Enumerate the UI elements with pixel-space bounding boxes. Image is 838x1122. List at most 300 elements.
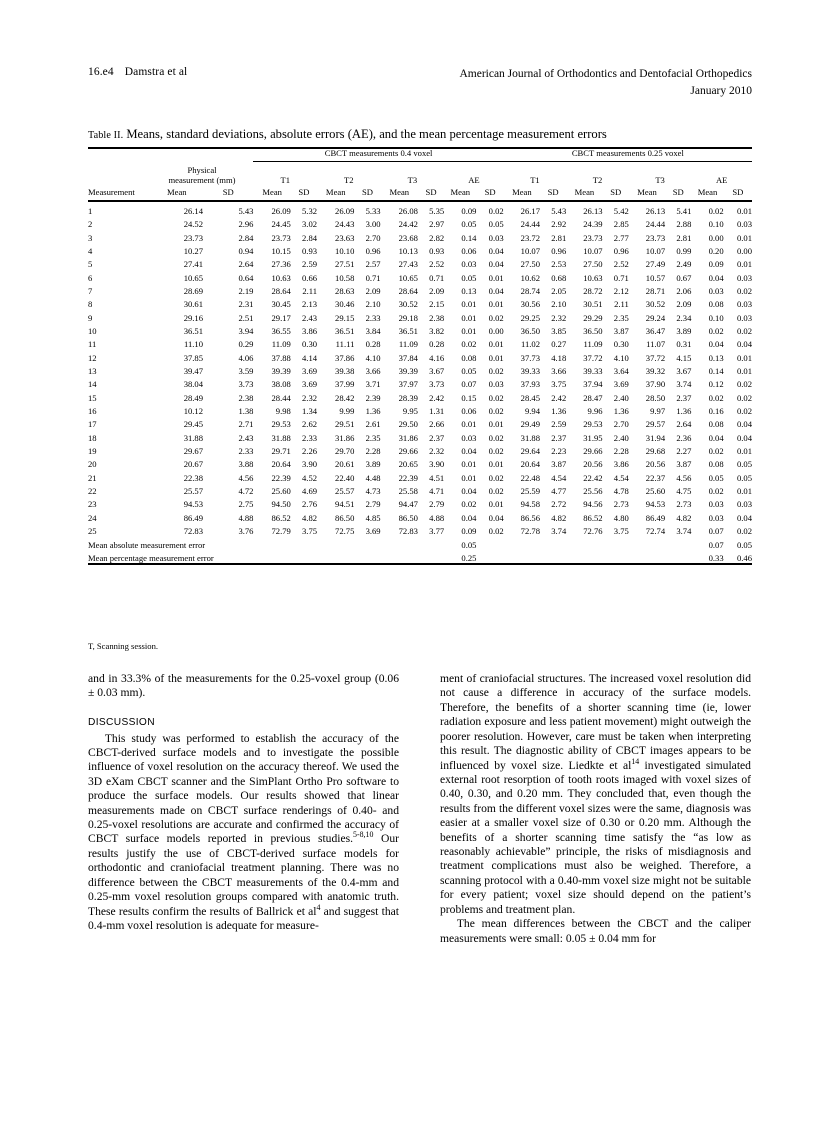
row-measurement-id: 9 xyxy=(88,312,93,323)
table-cell: 25.57 xyxy=(183,486,204,497)
row-measurement-id: 23 xyxy=(88,499,97,510)
table-cell: 39.33 xyxy=(520,366,541,377)
table-cell: 0.02 xyxy=(708,205,724,216)
table-cell: 0.04 xyxy=(736,419,752,430)
left-column xyxy=(88,672,399,946)
table-cell: 4.18 xyxy=(551,352,567,363)
column-header-cell: SD xyxy=(547,187,559,198)
table-cell: 29.18 xyxy=(398,312,418,323)
table-cell: 0.03 xyxy=(736,499,752,510)
row-measurement-id: 6 xyxy=(88,272,93,283)
column-header-cell: SD xyxy=(425,187,437,198)
table-cell: 72.75 xyxy=(335,526,355,537)
table-row xyxy=(88,456,752,469)
table-cell: 2.59 xyxy=(551,419,567,430)
table-cell: 3.64 xyxy=(613,366,629,377)
table-cell: 23.63 xyxy=(335,232,355,243)
table-cell: 0.05 xyxy=(488,219,504,230)
row-measurement-id: 2 xyxy=(88,219,93,230)
table-cell: 0.13 xyxy=(461,285,477,296)
table-cell: 86.49 xyxy=(183,512,204,523)
table-cell: 30.61 xyxy=(183,299,204,310)
table-cell: 2.59 xyxy=(302,259,318,270)
subheader-04-ae: AE xyxy=(468,175,480,186)
table-cell: 4.06 xyxy=(238,352,254,363)
table-cell: 27.49 xyxy=(645,259,666,270)
left-para-text-c: and suggest that 0.4-mm voxel resolution is adequate for measure- xyxy=(88,904,399,933)
table-row xyxy=(88,416,752,429)
table-cell: 3.77 xyxy=(429,526,445,537)
table-cell: 27.51 xyxy=(335,259,355,270)
table-row xyxy=(88,282,752,295)
table-cell: 28.64 xyxy=(271,285,291,296)
table-cell: 3.74 xyxy=(676,379,692,390)
table-cell: 2.73 xyxy=(613,499,629,510)
table-cell: 10.10 xyxy=(335,245,355,256)
table-cell: 4.82 xyxy=(551,512,567,523)
column-header-cell: Mean xyxy=(389,187,410,198)
summary-spacer xyxy=(504,536,692,549)
table-cell: 0.01 xyxy=(736,259,752,270)
table-cell: 0.03 xyxy=(461,432,477,443)
table-cell: 0.03 xyxy=(488,379,504,390)
table-cell: 0.02 xyxy=(488,366,504,377)
table-row xyxy=(88,496,752,509)
table-cell: 2.09 xyxy=(429,285,445,296)
table-cell: 2.10 xyxy=(365,299,381,310)
table-cell: 5.43 xyxy=(551,205,567,216)
table-cell: 0.30 xyxy=(613,339,629,350)
table-cell: 29.68 xyxy=(645,446,666,457)
table-cell: 37.88 xyxy=(271,352,291,363)
table-cell: 2.73 xyxy=(676,499,692,510)
table-cell: 2.33 xyxy=(238,446,254,457)
row-measurement-id: 17 xyxy=(88,419,97,430)
table-cell: 2.43 xyxy=(238,432,254,443)
table-cell: 3.87 xyxy=(551,459,567,470)
table-cell: 23.72 xyxy=(520,232,541,243)
table-row xyxy=(88,389,752,402)
table-cell: 2.75 xyxy=(238,499,254,510)
table-cell: 2.85 xyxy=(613,219,629,230)
table-cell: 31.88 xyxy=(271,432,291,443)
table-cell: 0.14 xyxy=(461,232,477,243)
summary-ae04-sd xyxy=(476,549,503,562)
table-cell: 2.88 xyxy=(676,219,692,230)
table-cell: 26.17 xyxy=(520,205,541,216)
table-cell: 0.01 xyxy=(461,459,477,470)
table-cell: 23.73 xyxy=(645,232,666,243)
row-measurement-id: 22 xyxy=(88,486,97,497)
table-cell: 2.40 xyxy=(613,432,629,443)
row-measurement-id: 21 xyxy=(88,472,97,483)
table-cell: 10.65 xyxy=(398,272,418,283)
table-cell: 11.02 xyxy=(520,339,541,350)
table-cell: 36.51 xyxy=(398,326,418,336)
table-cell: 0.29 xyxy=(238,339,254,350)
table-cell: 9.99 xyxy=(339,406,355,417)
running-head-authors: Damstra et al xyxy=(124,66,188,78)
table-cell: 2.84 xyxy=(302,232,318,243)
table-cell: 25.56 xyxy=(583,486,603,497)
table-cell: 0.01 xyxy=(736,232,752,243)
table-cell: 29.50 xyxy=(398,419,418,430)
table-cell: 29.16 xyxy=(183,312,204,323)
row-measurement-id: 14 xyxy=(88,379,97,390)
table-cell: 2.31 xyxy=(238,299,254,310)
table-cell: 26.08 xyxy=(398,205,418,216)
table-cell: 94.53 xyxy=(645,499,666,510)
table-cell: 0.04 xyxy=(708,432,724,443)
table-row xyxy=(88,442,752,455)
table-cell: 4.52 xyxy=(302,472,318,483)
table-cell: 10.07 xyxy=(583,245,603,256)
row-measurement-id: 8 xyxy=(88,299,93,310)
column-header-cell: SD xyxy=(672,187,684,198)
table-cell: 39.33 xyxy=(583,366,603,377)
table-cell: 3.76 xyxy=(238,526,254,537)
table-row xyxy=(88,402,752,415)
table-cell: 1.36 xyxy=(613,406,629,417)
table-cell: 24.44 xyxy=(645,219,666,230)
table-cell: 0.16 xyxy=(708,406,724,417)
table-cell: 25.60 xyxy=(645,486,666,497)
table-cell: 28.71 xyxy=(645,285,666,296)
table-cell: 0.02 xyxy=(488,312,504,323)
group-header-voxel-04: CBCT measurements 0.4 voxel xyxy=(324,148,433,158)
table-cell: 22.40 xyxy=(335,472,355,483)
table-cell: 72.74 xyxy=(645,526,666,537)
table-cell: 27.50 xyxy=(583,259,603,270)
summary-ae025-sd: 0.05 xyxy=(736,539,752,550)
page-folio: 16.e4 xyxy=(88,66,114,78)
table-cell: 9.94 xyxy=(524,406,541,417)
table-row xyxy=(88,469,752,482)
table-summary-row xyxy=(88,549,752,562)
table-cell: 0.04 xyxy=(461,446,477,457)
table-cell: 2.77 xyxy=(613,232,629,243)
column-header-cell: Mean xyxy=(637,187,657,198)
row-measurement-id: 1 xyxy=(88,205,93,216)
right-para-text-b: investigated simulated external root resorption of tooth roots imaged with voxel sizes of 0.40, 0.30, and 0.20 mm. They concluded that, even though the results from the different voxel sizes were the same, diagnosis was easier at a smaller voxel size of 0.30 or 0.20 mm. Although the benefits of a shorter scanning time satisfy the “as low as reasonably achievable” principle, the risks of misdiagnosis and treatment complications must also be weighed. Therefore, a scanning protocol with a 0.40-mm voxel size might not be suitable for every patient; voxel size should depend on the patient’s problems and treatment plan. xyxy=(440,758,751,916)
table-row xyxy=(88,336,752,349)
column-header-cell: Mean xyxy=(697,187,718,198)
table-cell: 3.85 xyxy=(551,326,567,336)
table-cell: 0.02 xyxy=(736,406,752,417)
table-cell: 27.50 xyxy=(520,259,541,270)
table-cell: 10.15 xyxy=(271,245,291,256)
table-cell: 10.65 xyxy=(183,272,204,283)
table-row xyxy=(88,201,752,215)
column-header-cell: SD xyxy=(361,187,373,198)
table-cell: 22.39 xyxy=(271,472,291,483)
table-cell: 29.24 xyxy=(645,312,666,323)
table-cell: 2.92 xyxy=(551,219,567,230)
table-cell: 36.50 xyxy=(520,326,541,336)
table-cell: 2.28 xyxy=(365,446,381,457)
citation-ref-4: 4 xyxy=(316,902,321,912)
table-cell: 2.38 xyxy=(238,392,254,403)
table-cell: 0.01 xyxy=(488,459,504,470)
table-cell: 0.30 xyxy=(302,339,318,350)
summary-ae04-mean: 0.25 xyxy=(461,552,477,563)
column-header-cell: SD xyxy=(298,187,310,198)
table-cell: 28.47 xyxy=(583,392,603,403)
table-cell: 2.36 xyxy=(676,432,692,443)
table-cell: 26.13 xyxy=(645,205,666,216)
table-cell: 0.02 xyxy=(736,379,752,390)
table-cell: 1.36 xyxy=(676,406,692,417)
table-cell: 27.41 xyxy=(183,259,204,270)
table-row xyxy=(88,429,752,442)
table-cell: 29.66 xyxy=(398,446,418,457)
table-cell: 2.32 xyxy=(551,312,567,323)
table-row xyxy=(88,296,752,309)
table-cell: 2.64 xyxy=(676,419,692,430)
table-row xyxy=(88,509,752,522)
table-row xyxy=(88,482,752,495)
table-cell: 28.72 xyxy=(583,285,603,296)
table-cell: 0.02 xyxy=(708,392,724,403)
section-heading-discussion: DISCUSSION xyxy=(88,716,155,728)
table-cell: 0.02 xyxy=(461,339,477,350)
table-cell: 5.41 xyxy=(676,205,692,216)
table-cell: 86.52 xyxy=(271,512,291,523)
table-cell: 25.58 xyxy=(398,486,418,497)
table-cell: 86.50 xyxy=(335,512,355,523)
group-header-voxel-025: CBCT measurements 0.25 voxel xyxy=(571,148,684,158)
column-header-cell: Mean xyxy=(262,187,282,198)
table-cell: 0.02 xyxy=(488,432,504,443)
table-cell: 3.89 xyxy=(676,326,692,336)
spacer-cell xyxy=(88,148,151,161)
table-cell: 0.01 xyxy=(488,272,504,283)
table-cell: 2.70 xyxy=(365,232,381,243)
table-cell: 0.31 xyxy=(676,339,692,350)
summary-ae025-sd: 0.46 xyxy=(736,552,752,563)
table-cell: 3.73 xyxy=(429,379,445,390)
table-cell: 86.56 xyxy=(520,512,541,523)
table-cell: 4.51 xyxy=(429,472,445,483)
table-bottom-rule xyxy=(88,563,752,565)
table-cell: 3.73 xyxy=(238,379,254,390)
table-cell: 28.50 xyxy=(645,392,666,403)
table-cell: 2.06 xyxy=(676,285,692,296)
table-cell: 9.97 xyxy=(650,406,666,417)
left-para-text-a: This study was performed to establish the accuracy of the CBCT-derived surface models and to investigate the possible influence of voxel resolution on the accuracy thereof. We used the 3D eXam CBCT scanner and the SimPlant Ortho Pro software to produce the surface models. Our results showed that linear measurements made on CBCT surface renderings of 0.40- and 0.25-voxel resolutions are accurate and confirmed the accuracy of CBCT surface models reported in previous studies. xyxy=(88,731,399,846)
table-cell: 11.09 xyxy=(398,339,418,350)
table-cell: 24.42 xyxy=(398,219,418,230)
table-cell: 36.55 xyxy=(271,326,291,336)
table-cell: 29.15 xyxy=(335,312,355,323)
table-cell: 3.90 xyxy=(302,459,318,470)
table-row xyxy=(88,362,752,375)
table-cell: 3.69 xyxy=(302,379,318,390)
table-cell: 2.39 xyxy=(365,392,381,403)
table-cell: 0.01 xyxy=(488,499,504,510)
table-cell: 2.70 xyxy=(613,419,629,430)
table-cell: 2.51 xyxy=(238,312,254,323)
spacer-cell xyxy=(88,165,151,188)
subheader-025-t3: T3 xyxy=(655,175,665,186)
table-cell: 3.66 xyxy=(551,366,567,377)
subheader-physical-line2: measurement (mm) xyxy=(168,175,236,186)
table-cell: 2.61 xyxy=(365,419,381,430)
table-cell: 3.66 xyxy=(365,366,381,377)
table-cell: 31.88 xyxy=(183,432,204,443)
table-cell: 10.63 xyxy=(271,272,291,283)
spacer-cell xyxy=(151,148,254,161)
table-cell: 4.78 xyxy=(613,486,629,497)
table-cell: 0.01 xyxy=(736,446,752,457)
table-cell: 22.42 xyxy=(583,472,603,483)
table-cell: 9.95 xyxy=(402,406,418,417)
table-cell: 1.36 xyxy=(365,406,381,417)
table-cell: 2.79 xyxy=(365,499,381,510)
table-cell: 86.49 xyxy=(645,512,666,523)
table-cell: 30.52 xyxy=(398,299,418,310)
table-cell: 72.78 xyxy=(520,526,541,537)
table-cell: 31.95 xyxy=(583,432,603,443)
table-cell: 29.67 xyxy=(183,446,204,457)
table-cell: 2.52 xyxy=(613,259,629,270)
table-cell: 3.84 xyxy=(365,326,381,336)
table-cell: 10.13 xyxy=(398,245,418,256)
table-cell: 1.31 xyxy=(429,406,445,417)
table-cell: 4.56 xyxy=(238,472,254,483)
table-cell: 0.01 xyxy=(736,352,752,363)
table-cell: 0.14 xyxy=(708,366,724,377)
table-cell: 94.47 xyxy=(398,499,418,510)
table-cell: 37.97 xyxy=(398,379,418,390)
table-cell: 4.75 xyxy=(676,486,692,497)
table-cell: 37.99 xyxy=(335,379,355,390)
table-cell: 29.53 xyxy=(583,419,603,430)
subheader-025-t2: T2 xyxy=(592,175,603,186)
table-cell: 2.66 xyxy=(429,419,445,430)
table-cell: 0.28 xyxy=(365,339,381,350)
subheader-025-t1: T1 xyxy=(530,175,540,186)
table-row xyxy=(88,216,752,229)
table-cell: 0.20 xyxy=(708,245,724,256)
table-cell: 0.03 xyxy=(736,312,752,323)
row-measurement-id: 11 xyxy=(88,339,97,350)
table-cell: 30.45 xyxy=(271,299,291,310)
row-measurement-id: 25 xyxy=(88,526,97,537)
right-para-text-a: ment of craniofacial structures. The increased voxel resolution did not cause a difference in accuracy of the surface models. Therefore, the benefits of a shorter scanning time (ie, lower radiation exposure and less patient movement) might outweigh the poorer resolution. However, care must be taken when interpreting this result. The diagnostic ability of CBCT images appears to be influenced by voxel size. Liedkte et al xyxy=(440,672,751,772)
table-cell: 10.27 xyxy=(183,245,204,256)
table-cell: 0.08 xyxy=(708,459,724,470)
table-cell: 0.02 xyxy=(736,326,752,336)
table-cell: 11.09 xyxy=(583,339,603,350)
table-cell: 3.69 xyxy=(613,379,629,390)
table-cell: 26.09 xyxy=(271,205,291,216)
table-cell: 2.35 xyxy=(365,432,381,443)
table-cell: 28.69 xyxy=(183,285,204,296)
table-cell: 30.46 xyxy=(335,299,355,310)
table-cell: 0.04 xyxy=(736,512,752,523)
subheader-physical xyxy=(151,165,254,188)
table-cell: 94.56 xyxy=(583,499,603,510)
table-cell: 24.45 xyxy=(271,219,291,230)
table-cell: 29.51 xyxy=(335,419,355,430)
table-cell: 4.15 xyxy=(676,352,692,363)
subheader-04-t1: T1 xyxy=(280,175,291,186)
table-cell: 28.63 xyxy=(335,285,355,296)
row-measurement-id: 16 xyxy=(88,406,97,417)
table-row xyxy=(88,309,752,322)
table-cell: 36.51 xyxy=(183,326,204,336)
table-cell: 3.67 xyxy=(429,366,445,377)
right-discussion-paragraph xyxy=(440,672,751,917)
running-head xyxy=(88,66,752,99)
table-cell: 23.73 xyxy=(271,232,291,243)
table-cell: 94.50 xyxy=(271,499,291,510)
row-measurement-id: 5 xyxy=(88,259,93,270)
row-measurement-id: 20 xyxy=(88,459,97,470)
column-header-cell: SD xyxy=(610,187,622,198)
table-cell: 29.71 xyxy=(271,446,291,457)
table-cell: 36.47 xyxy=(645,326,666,336)
table-cell: 4.82 xyxy=(676,512,692,523)
table-cell: 39.32 xyxy=(645,366,666,377)
table-cell: 38.08 xyxy=(271,379,291,390)
table-cell: 0.06 xyxy=(461,406,477,417)
table-cell: 0.08 xyxy=(708,419,724,430)
table-cell: 2.13 xyxy=(302,299,318,310)
table-cell: 2.57 xyxy=(365,259,381,270)
table-cell: 20.64 xyxy=(520,459,541,470)
table-cell: 28.45 xyxy=(520,392,541,403)
table-cell: 4.82 xyxy=(302,512,318,523)
table-cell: 2.05 xyxy=(551,285,567,296)
table-cell: 2.19 xyxy=(238,285,254,296)
table-cell: 4.71 xyxy=(429,486,445,497)
table-cell: 22.48 xyxy=(520,472,541,483)
table-cell: 1.38 xyxy=(238,406,254,417)
table-cell: 2.34 xyxy=(676,312,692,323)
table-cell: 86.52 xyxy=(583,512,603,523)
table-cell: 0.01 xyxy=(461,326,477,336)
table-cell: 0.02 xyxy=(488,446,504,457)
table-cell: 24.43 xyxy=(335,219,355,230)
table-row xyxy=(88,322,752,335)
table-cell: 0.71 xyxy=(365,272,381,283)
table-cell: 2.35 xyxy=(613,312,629,323)
table-cell: 28.74 xyxy=(520,285,541,296)
table-cell: 31.86 xyxy=(335,432,355,443)
table-cell: 31.88 xyxy=(520,432,541,443)
table-cell: 23.73 xyxy=(183,232,204,243)
table-cell: 2.33 xyxy=(365,312,381,323)
table-cell: 0.01 xyxy=(461,419,477,430)
table-cell: 0.64 xyxy=(238,272,254,283)
table-cell: 0.02 xyxy=(736,285,752,296)
table-cell: 4.10 xyxy=(613,352,629,363)
table-title: Means, standard deviations, absolute errors (AE), and the mean percentage measurement errors xyxy=(126,127,607,141)
row-measurement-id: 18 xyxy=(88,432,97,443)
table-cell: 0.05 xyxy=(461,219,477,230)
row-measurement-id: 24 xyxy=(88,512,97,523)
table-cell: 10.07 xyxy=(645,245,666,256)
table-cell: 39.47 xyxy=(183,366,204,377)
table-cell: 27.43 xyxy=(398,259,418,270)
table-cell: 4.16 xyxy=(429,352,445,363)
table-cell: 11.10 xyxy=(184,339,204,350)
summary-ae04-mean: 0.05 xyxy=(461,539,477,550)
table-cell: 0.13 xyxy=(708,352,724,363)
table-cell: 2.32 xyxy=(302,392,318,403)
